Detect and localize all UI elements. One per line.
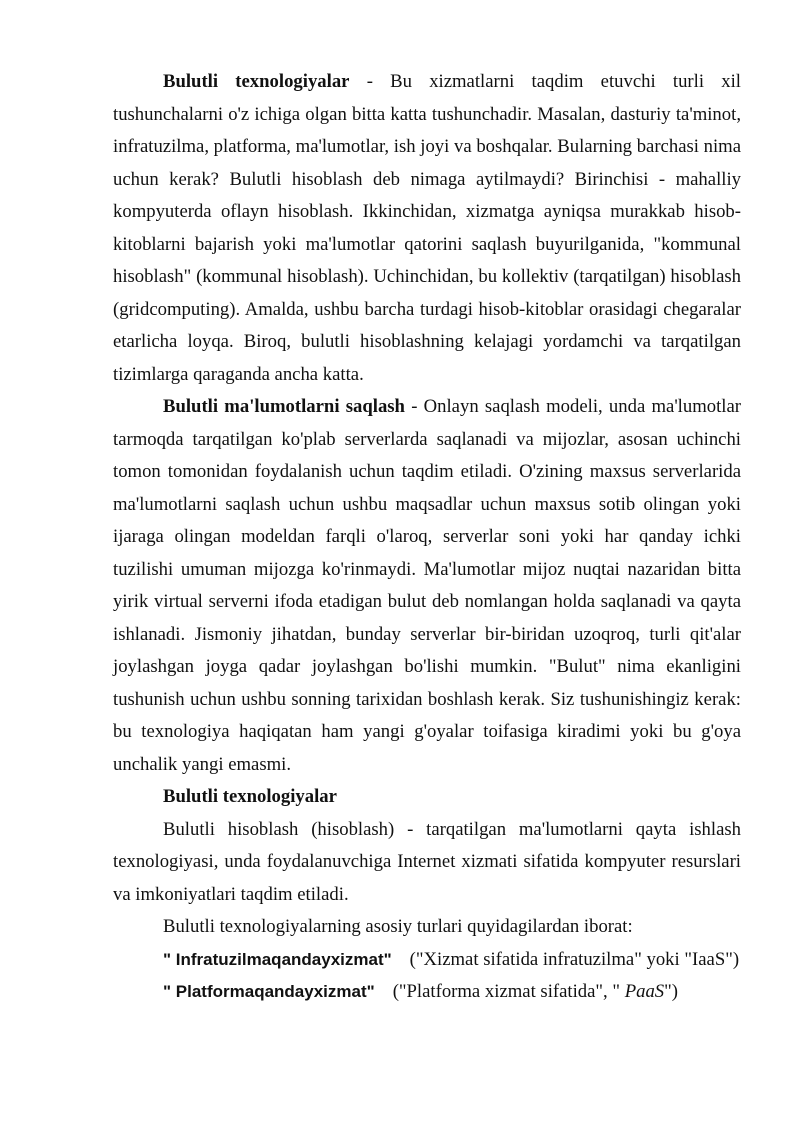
paragraph-text: - Bu xizmatlarni taqdim etuvchi turli xil tushunchalarni o'z ichiga olgan bitta katta tushunchadir. Masalan, dasturiy ta'minot, infratuzilma, platforma, ma'lumotlar, ish joyi va boshqalar. Bularning barchasi nima uchun kerak? Bulutli hisoblash deb nimaga aytilmaydi? Birinchisi - mahalliy kompyuterda oflayn hisoblash. Ikkinchidan, xizmatga ayniqsa murakkab hisob-kitoblarni bajarish yoki ma'lumotlar qatorini saqlash buyurilganida, "kommunal hisoblash" (kommunal hisoblash). Uchinchidan, bu kollektiv (tarqatilgan) hisoblash (gridcomputing). Amalda, ushbu barcha turdagi hisob-kitoblar orasidagi chegaralar etarlicha loyqa. Biroq, bulutli hisoblashning kelajagi yordamchi va tarqatilgan tizimlarga qaraganda ancha katta. (113, 71, 741, 385)
document-page (113, 66, 741, 1009)
paragraph-text: - Onlayn saqlash modeli, unda ma'lumotlar tarmoqda tarqatilgan ko'plab serverlarda saqlanadi va mijozlar, asosan uchinchi tomon tomonidan foydalanish uchun taqdim etiladi. O'zining maxsus serverlarida ma'lumotlarni saqlash uchun ushbu maqsadlar uchun maxsus sotib olingan yoki ijaraga olingan modeldan farqli o'laroq, serverlar soni yoki har qanday ichki tuzilishi umuman mijozga ko'rinmaydi. Ma'lumotlar mijoz nuqtai nazaridan bitta yirik virtual serverni ifoda etadigan bulut deb nomlangan holda saqlanadi va qayta ishlanadi. Jismoniy jihatdan, bunday serverlar bir-biridan uzoqroq, turli qit'alar joylashgan joyga qadar joylashgan bo'lishi mumkin. "Bulut" nima ekanligini tushunish uchun ushbu sonning tarixidan boshlash kerak. Siz tushunishingiz kerak: bu texnologiya haqiqatan ham yangi g'oyalar toifasiga kiradimi yoki bu g'oya unchalik yangi emasmi. (113, 396, 742, 775)
list-item-iaas (113, 944, 741, 977)
section-heading: Bulutli texnologiyalar (163, 786, 337, 807)
paas-description-end: ") (664, 981, 679, 1002)
paragraph-cloud-computing-definition: Bulutli hisoblash (hisoblash) - tarqatilgan ma'lumotlarni qayta ishlash texnologiyasi, unda foydalanuvchiga Internet xizmati sifatida kompyuter resurslari va imkoniyatlari taqdim etiladi. (113, 818, 741, 905)
paragraph-types-intro: Bulutli texnologiyalarning asosiy turlari quyidagilardan iborat: (163, 916, 633, 937)
paas-acronym: PaaS (624, 981, 665, 1002)
list-item-paas (113, 976, 741, 1009)
term-paas: " Platformaqandayxizmat" (163, 982, 375, 1001)
term-cloud-technologies: Bulutli texnologiyalar (163, 71, 350, 92)
paragraph-cloud-technologies (113, 66, 741, 391)
term-iaas: " Infratuzilmaqandayxizmat" (163, 949, 392, 969)
paas-description-start: ("Platforma xizmat sifatida", " (392, 981, 625, 1002)
iaas-description: ("Xizmat sifatida infratuzilma" yoki "IaaS") (409, 948, 740, 970)
paragraph-cloud-storage (113, 391, 741, 781)
term-cloud-storage: Bulutli ma'lumotlarni saqlash (163, 396, 405, 417)
